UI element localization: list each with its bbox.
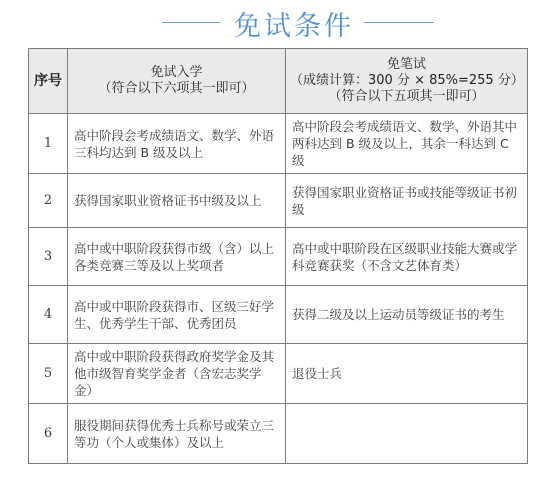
row-exempt-written-cell: 高中或中职阶段在区级职业技能大赛或学科竞赛获奖（不含文艺体育类） — [286, 228, 528, 286]
header-num: 序号 — [29, 49, 68, 114]
header-exempt-admission-note: （符合以下六项其一即可） — [98, 81, 255, 96]
row-num: 1 — [29, 114, 68, 174]
row-num: 4 — [29, 286, 68, 344]
row-exempt-admission-cell: 高中阶段会考成绩语文、数学、外语三科均达到 B 级及以上 — [68, 114, 286, 174]
row-num: 6 — [29, 404, 68, 464]
header-exempt-written — [286, 49, 528, 114]
row-exempt-admission-cell: 服役期间获得优秀士兵称号或荣立三等功（个人或集体）及以上 — [68, 404, 286, 464]
row-exempt-written-cell — [286, 404, 528, 464]
row-num: 2 — [29, 174, 68, 228]
title-rule-right — [364, 22, 434, 23]
row-exempt-admission-cell: 获得国家职业资格证书中级及以上 — [68, 174, 286, 228]
header-exempt-admission-title: 免试入学 — [150, 65, 203, 80]
row-exempt-written-cell: 获得二级及以上运动员等级证书的考生 — [286, 286, 528, 344]
header-exempt-written-title: 免笔试 — [386, 57, 426, 72]
page-title: 免试条件 — [234, 11, 354, 42]
header-exempt-written-score: （成绩计算：300 分 × 85%=255 分） — [290, 73, 524, 88]
table-row — [29, 404, 528, 464]
title-rule-left — [162, 22, 220, 23]
title-area — [0, 0, 559, 46]
table-header-row — [29, 49, 528, 114]
row-num: 3 — [29, 228, 68, 286]
header-exempt-written-note: （符合以下五项其一即可） — [328, 89, 485, 104]
row-exempt-written-cell: 高中阶段会考成绩语文、数学、外语其中两科达到 B 级及以上，其余一科达到 C 级 — [286, 114, 528, 174]
table-row — [29, 228, 528, 286]
row-exempt-admission-cell: 高中或中职阶段获得政府奖学金及其他市级智育奖学金者（含宏志奖学金） — [68, 344, 286, 404]
row-exempt-admission-cell: 高中或中职阶段获得市、区级三好学生、优秀学生干部、优秀团员 — [68, 286, 286, 344]
table-row — [29, 174, 528, 228]
row-exempt-admission-cell: 高中或中职阶段获得市级（含）以上各类竞赛三等及以上奖项者 — [68, 228, 286, 286]
table-row — [29, 114, 528, 174]
row-exempt-written-cell: 获得国家职业资格证书或技能等级证书初级 — [286, 174, 528, 228]
row-exempt-written-cell: 退役士兵 — [286, 344, 528, 404]
table-row — [29, 344, 528, 404]
conditions-table — [28, 48, 528, 464]
row-num: 5 — [29, 344, 68, 404]
table-row — [29, 286, 528, 344]
header-exempt-admission — [68, 49, 286, 114]
